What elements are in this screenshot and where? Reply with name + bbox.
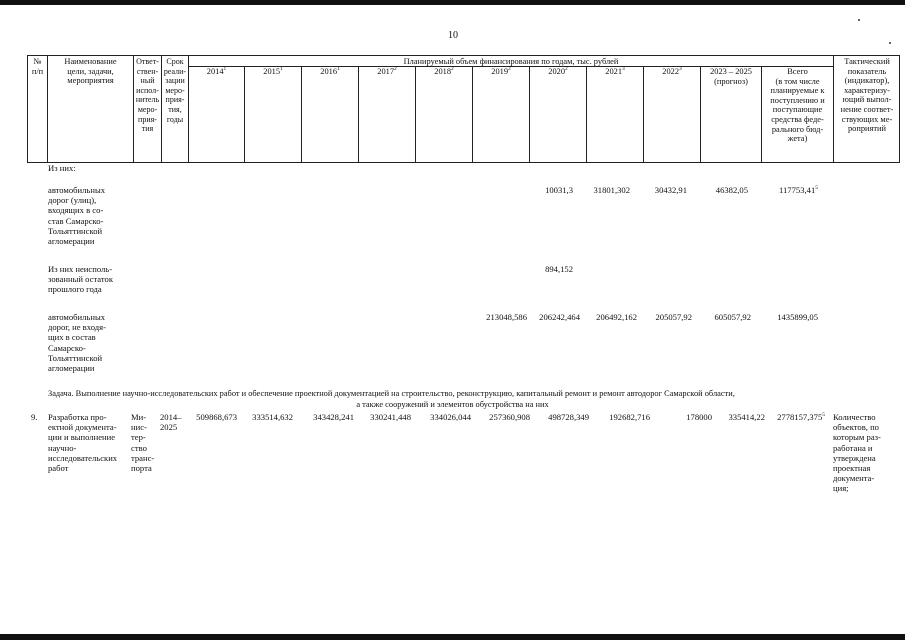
header-term: Срок реали- зации меро- прия- тия, годы [163, 57, 187, 124]
item-9-total: 2778157,375$^5$ [777, 412, 825, 422]
of-which-label: Из них: [48, 163, 76, 173]
header-year-2015: 2015$^1$ [263, 66, 283, 76]
header-forecast: 2023 – 2025 (прогноз) [710, 67, 752, 86]
header-total: Всего (в том числе планируемые к поступлению и поступающие средства феде- рального бюд- жета) [770, 67, 825, 144]
item-9-name: Разработка про- ектной документа- ции и выполнение научно- исследовательских работ [48, 412, 118, 474]
item-9-indicator: Количество объектов, по которым раз- работана и утверждена проектная документа- ция; [833, 412, 881, 494]
non-agglomeration-2021: 206492,162 [596, 312, 637, 322]
header-year-2016: 2016$^1$ [320, 66, 340, 76]
item-9-2019: 257360,908 [489, 412, 530, 422]
agglomeration-roads-label: автомобильных дорог (улиц), входящих в со- став Самарско- Тольяттинской агломерации [48, 185, 106, 247]
scan-top-border [0, 0, 905, 5]
header-responsible: Ответ- ствен- ный испол- нитель меро- прия- тия [135, 57, 160, 134]
header-number: № п/п [31, 57, 44, 76]
item-9-2022: 178000 [686, 412, 712, 422]
item-9-2017: 330241,448 [370, 412, 411, 422]
header-year-2020: 2020$^2$ [548, 66, 568, 76]
non-agglomeration-2022: 205057,92 [655, 312, 692, 322]
item-9-forecast: 335414,22 [728, 412, 765, 422]
header-year-2014: 2014$^1$ [206, 66, 227, 76]
header-funding-title: Планируемый объем финансирования по годам, тыс. рублей [403, 57, 619, 66]
scan-speck [858, 19, 860, 21]
header-name: Наименование цели, задачи, мероприятия [64, 57, 117, 86]
item-9-2014: 509868,673 [196, 412, 237, 422]
unused-balance-2020: 894,152 [545, 264, 573, 274]
item-9-term: 2014– 2025 [160, 412, 182, 433]
task-heading-line2: а также сооружений и элементов обустройства на них [356, 400, 549, 409]
scan-speck [889, 42, 891, 44]
non-agglomeration-2019: 213048,586 [486, 312, 527, 322]
item-9-2020: 498728,349 [548, 412, 589, 422]
scan-bottom-border [0, 634, 905, 640]
non-agglomeration-forecast: 605057,92 [714, 312, 751, 322]
non-agglomeration-roads-label: автомобильных дорог, не входя- щих в состав Самарско- Тольяттинской агломерации [48, 312, 106, 374]
header-year-2019: 2019$^2$ [491, 66, 511, 76]
task-heading-line1: Задача. Выполнение научно-исследовательских работ и обеспечение проектной документацией на строительство, реконструкцию, капитальный ремонт и ремонт автодорог Самарской области, [48, 389, 735, 398]
header-year-2022: 2022$^3$ [662, 66, 682, 76]
item-9-2018: 334026,044 [430, 412, 471, 422]
agglomeration-total: 117753,41$^5$ [779, 185, 818, 195]
agglomeration-forecast: 46382,05 [715, 185, 748, 195]
header-year-2017: 2017$^2$ [377, 66, 397, 76]
non-agglomeration-2020: 206242,464 [539, 312, 580, 322]
item-9-responsible: Ми- нис- тер- ство транс- порта [131, 412, 155, 474]
item-9-2021: 192682,716 [609, 412, 650, 422]
item-9-2016: 343428,241 [313, 412, 354, 422]
item-9-number: 9. [31, 412, 38, 422]
unused-balance-label: Из них неисполь- зованный остаток прошлого года [48, 264, 114, 295]
item-9-2015: 333514,632 [252, 412, 293, 422]
agglomeration-2020: 10031,3 [545, 185, 573, 195]
table-header [27, 55, 900, 163]
non-agglomeration-total: 1435899,05 [777, 312, 818, 322]
header-year-2021: 2021$^3$ [605, 66, 625, 76]
header-indicator: Тактический показатель (индикатор), характеризу- ющий выпол- нение соответ- ствующих ме- роприятий [840, 57, 894, 134]
agglomeration-2022: 30432,91 [654, 185, 687, 195]
header-year-2018: 2018$^2$ [434, 66, 454, 76]
agglomeration-2021: 31801,302 [593, 185, 630, 195]
page-number: 10 [448, 30, 458, 41]
